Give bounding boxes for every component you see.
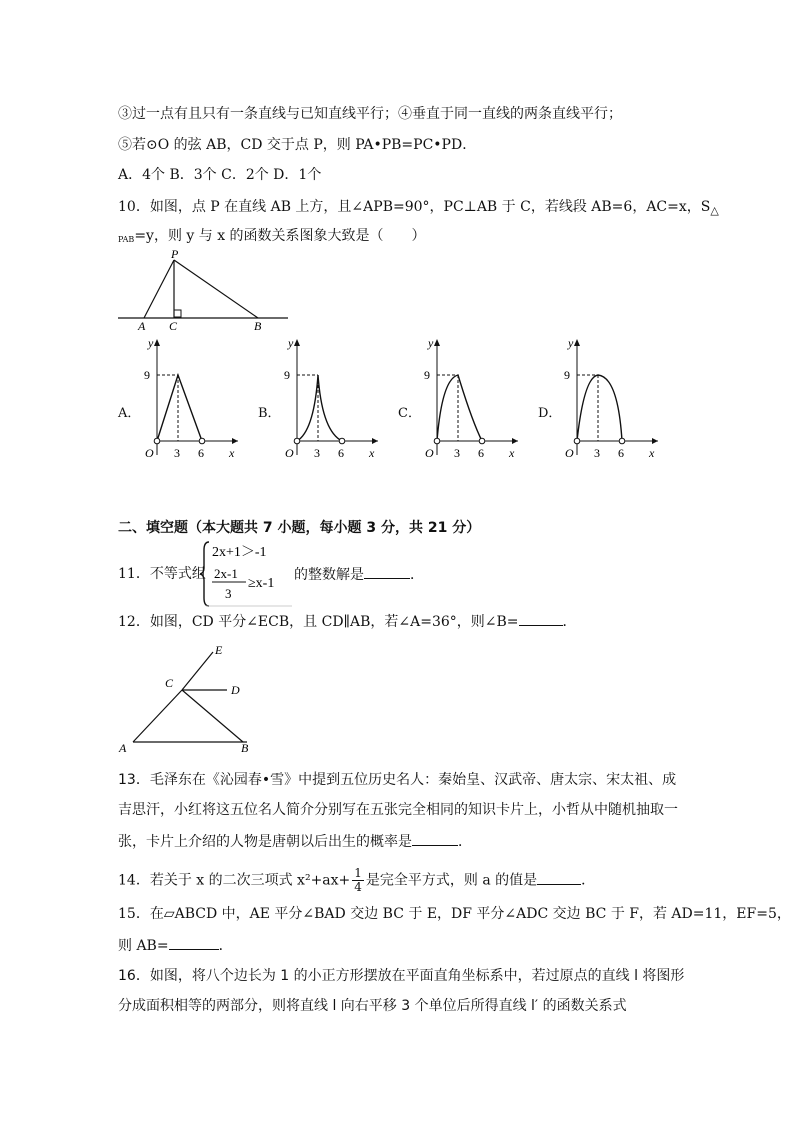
svg-text:9: 9 [144, 368, 150, 382]
svg-text:9: 9 [564, 368, 570, 382]
svg-text:B: B [241, 741, 249, 755]
svg-text:6: 6 [478, 446, 484, 460]
svg-text:O: O [565, 446, 574, 460]
question-13-line-2: 吉思汗，小红将这五位名人简介分别写在五张完全相同的知识卡片上，小哲从中随机抽取一 [118, 802, 678, 818]
question-10-line-2 [118, 226, 426, 250]
question-11-pre: 11．不等式组 [118, 566, 206, 582]
svg-text:6: 6 [618, 446, 624, 460]
svg-text:6: 6 [198, 446, 204, 460]
option-d-label: D． [538, 406, 562, 421]
question-16-line-2: 分成面积相等的两部分，则将直线 l 向右平移 3 个单位后所得直线 l′ 的函数关系式 [118, 998, 627, 1014]
frac-num: 2x-1 [214, 566, 238, 581]
label-b: B [254, 319, 262, 332]
figure-q12 [115, 640, 265, 755]
figure-q10-triangle [112, 248, 292, 332]
inequality-system [200, 540, 295, 608]
curve [577, 375, 622, 441]
curve [437, 375, 482, 441]
svg-text:3: 3 [454, 446, 460, 460]
svg-text:3: 3 [174, 446, 180, 460]
graph-option-d [560, 335, 665, 465]
svg-text:3: 3 [594, 446, 600, 460]
question-10-text-2: =y，则 y 与 x 的函数关系图象大致是（ ） [134, 228, 426, 244]
ineq-row1: 2x+1＞-1 [212, 545, 267, 560]
options-line-q9: A．4个 B．3个 C．2个 D．1个 [118, 167, 322, 183]
svg-text:6: 6 [338, 446, 344, 460]
question-14: 14．若关于 x 的二次三项式 x²+ax+ $\frac{1}{4}$ 是完全平方式，则 a 的值是 ． [118, 866, 596, 894]
question-15-line-1: 15．在▱ABCD 中，AE 平分∠BAD 交边 BC 于 E，DF 平分∠ADC 交边 BC 于 F，若 AD=11，EF=5， [118, 906, 791, 922]
section-2-heading: 二、填空题（本大题共 7 小题，每小题 3 分，共 21 分） [118, 520, 481, 536]
fraction-quarter: $\frac{1}{4}$ [354, 866, 362, 894]
option-c-label: C． [398, 406, 421, 421]
answer-blank-13[interactable] [412, 831, 458, 846]
subscript-pab: PAB [118, 235, 135, 244]
answer-blank-11[interactable] [364, 564, 410, 579]
svg-text:x: x [369, 446, 375, 460]
question-10-line-1 [118, 197, 719, 221]
frac-den: 3 [225, 586, 232, 601]
brace-icon [200, 542, 209, 606]
answer-blank-14[interactable] [537, 870, 581, 885]
question-10-text: 10．如图，点 P 在直线 AB 上方，且∠APB=90°，PC⊥AB 于 C，若线段 AB=6，AC=x，S [118, 199, 711, 215]
option-a-label: A． [118, 406, 141, 421]
svg-text:y: y [148, 336, 154, 350]
svg-text:y: y [288, 336, 294, 350]
question-13-line-1: 13．毛泽东在《沁园春•雪》中提到五位历史名人：秦始皇、汉武帝、唐太宗、宋太祖、成 [118, 772, 677, 788]
segment-pa [144, 260, 174, 318]
graph-option-a [140, 335, 245, 465]
label-p: P [171, 248, 179, 261]
svg-text:O: O [285, 446, 294, 460]
right-angle-mark [174, 310, 181, 317]
graph-option-c [420, 335, 525, 465]
triangle-symbol: △ [710, 204, 719, 217]
question-11-post: 的整数解是 ． [294, 564, 424, 585]
text-line-1: ③过一点有且只有一条直线与已知直线平行；④垂直于同一直线的两条直线平行； [118, 106, 622, 122]
option-b-label: B． [258, 406, 281, 421]
ineq-row2-rest: ≥x-1 [248, 576, 275, 591]
label-a: A [138, 319, 146, 332]
label-c: C [169, 319, 178, 332]
segment-pb [174, 260, 258, 318]
svg-text:x: x [649, 446, 655, 460]
curve [297, 375, 342, 441]
answer-blank-12[interactable] [519, 611, 563, 626]
curve [157, 375, 202, 441]
svg-text:O: O [425, 446, 434, 460]
svg-text:y: y [428, 336, 434, 350]
svg-text:9: 9 [424, 368, 430, 382]
svg-text:y: y [568, 336, 574, 350]
svg-text:O: O [145, 446, 154, 460]
svg-text:C: C [165, 676, 174, 690]
text-line-2: ⑤若⊙O 的弦 AB，CD 交于点 P，则 PA•PB=PC•PD． [118, 137, 477, 153]
answer-blank-15[interactable] [169, 935, 219, 950]
svg-text:x: x [229, 446, 235, 460]
graph-option-b [280, 335, 385, 465]
svg-text:D: D [231, 683, 240, 697]
question-15-line-2: 则 AB= ． [118, 935, 233, 956]
question-13-line-3: 张，卡片上介绍的人物是唐朝以后出生的概率是 ． [118, 831, 472, 852]
svg-text:E: E [215, 643, 223, 657]
svg-text:x: x [509, 446, 515, 460]
svg-text:3: 3 [314, 446, 320, 460]
svg-text:A: A [119, 741, 127, 755]
question-12: 12．如图，CD 平分∠ECB，且 CD∥AB，若∠A=36°，则∠B= ． [118, 611, 577, 632]
question-16-line-1: 16．如图，将八个边长为 1 的小正方形摆放在平面直角坐标系中，若过原点的直线 l 将图形 [118, 968, 685, 984]
svg-text:9: 9 [284, 368, 290, 382]
